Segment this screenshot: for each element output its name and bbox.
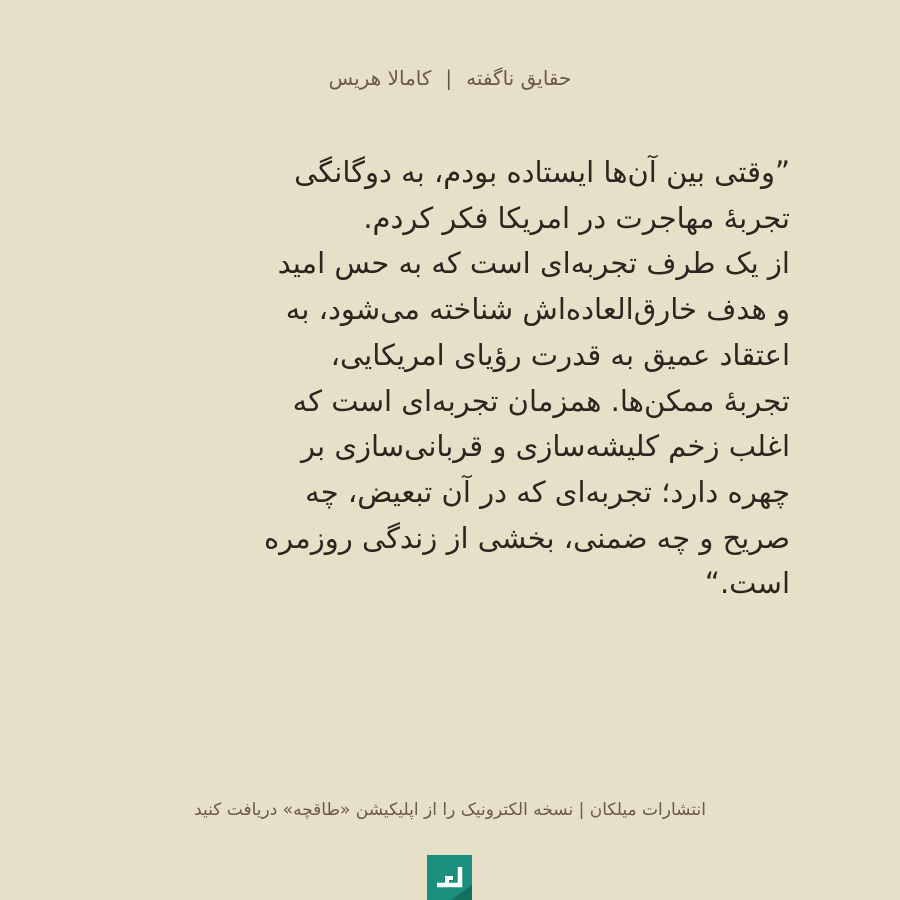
quote-line: تجربهٔ مهاجرت در امریکا فکر کردم. xyxy=(363,200,790,235)
quote-line: از یک طرف تجربه‌ای است که به حس امید xyxy=(277,246,790,281)
taaghche-logo-icon xyxy=(427,855,472,900)
book-header xyxy=(0,62,900,94)
quote-line: اغلب زخم کلیشه‌سازی و قربانی‌سازی بر xyxy=(301,429,790,464)
author-name: کامالا هریس xyxy=(328,66,432,90)
publisher-footer: انتشارات میلکان | نسخه الکترونیک را از اپلیکیشن «طاقچه» دریافت کنید xyxy=(194,800,706,820)
quote-line: ”وقتی بین آن‌ها ایستاده بودم، به دوگانگی xyxy=(294,155,790,189)
book-title: حقایق ناگفته xyxy=(466,66,572,90)
quote-line: اعتقاد عمیق به قدرت رؤیای امریکایی، xyxy=(330,337,790,372)
quote-text xyxy=(118,150,790,607)
header-separator: | xyxy=(445,66,453,90)
quote-line: چهره دارد؛ تجربه‌ای که در آن تبعیض، چه xyxy=(305,474,790,509)
quote-line: است.“ xyxy=(704,566,790,601)
quote-line: صریح و چه ضمنی، بخشی از زندگی روزمره xyxy=(263,520,790,555)
quote-line: و هدف خارق‌العاده‌اش شناخته می‌شود، به xyxy=(285,292,790,327)
quote-line: تجربهٔ ممکن‌ها. همزمان تجربه‌ای است که xyxy=(292,383,790,418)
